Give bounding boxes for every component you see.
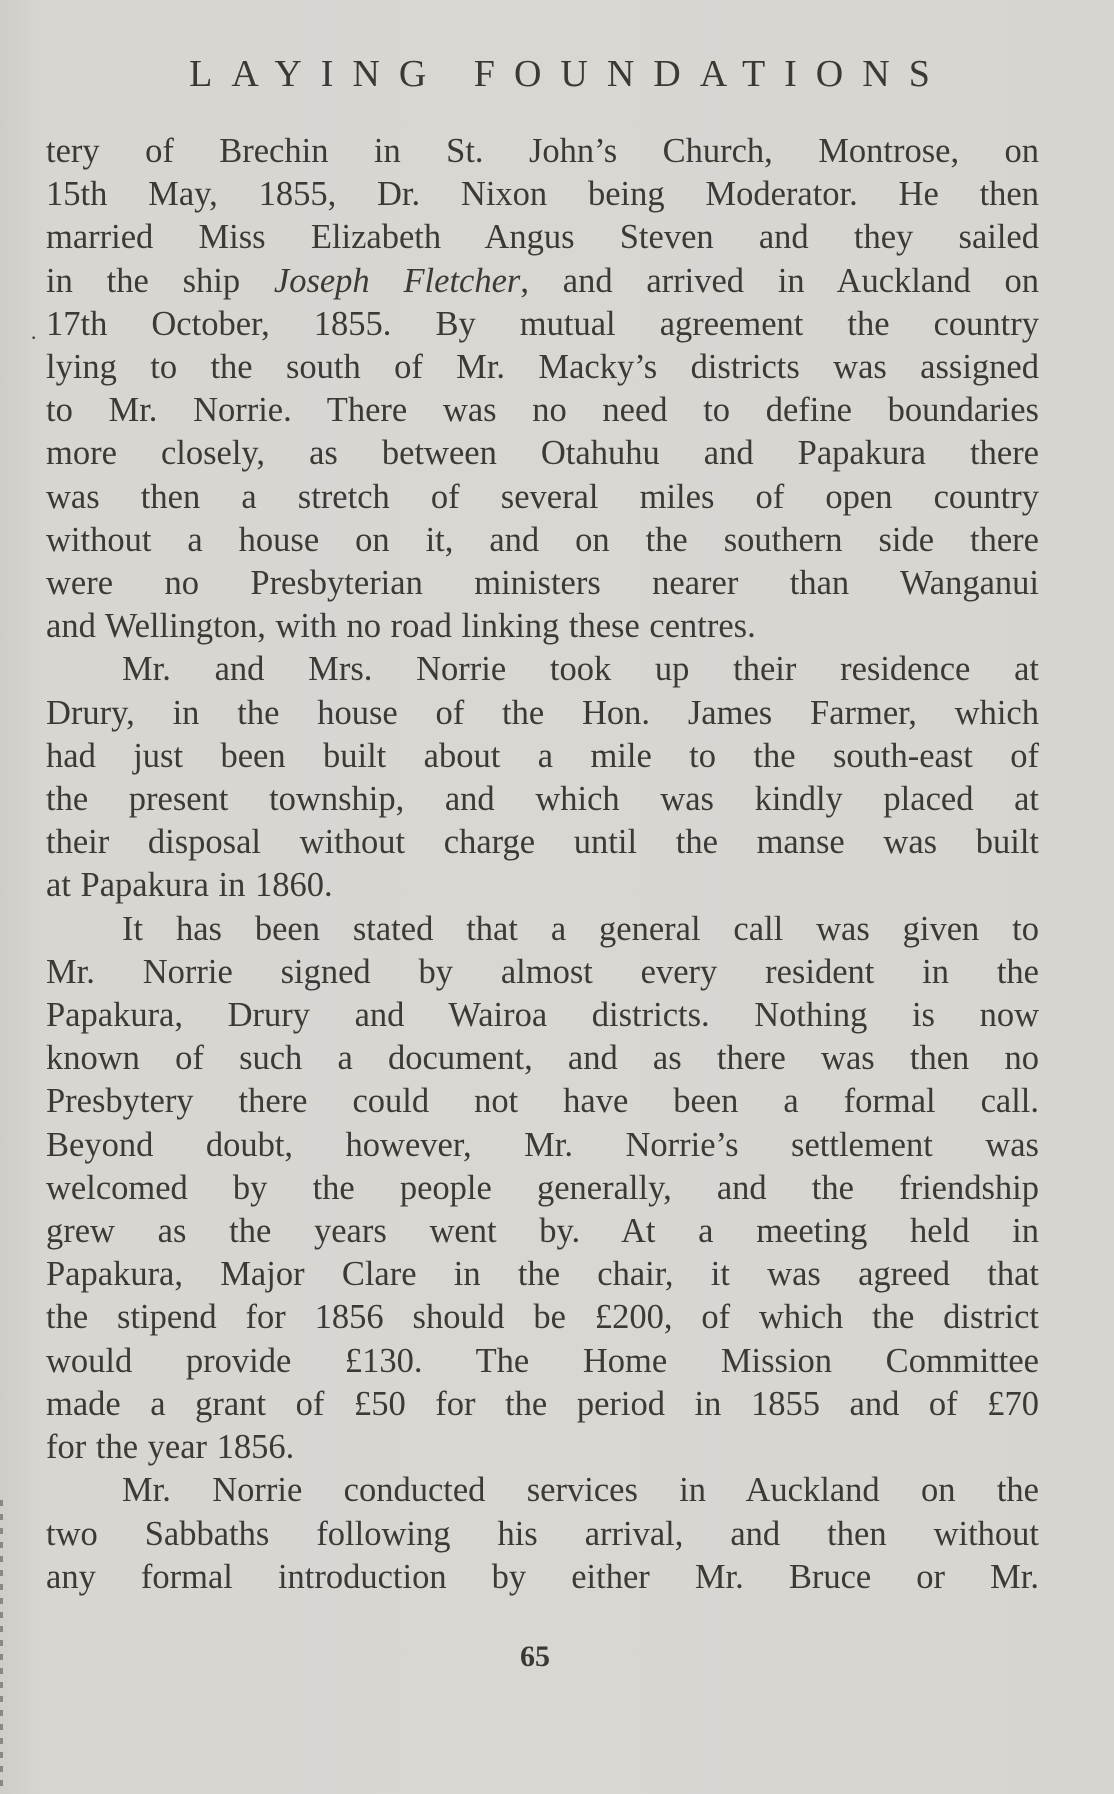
paragraph-4 (46, 1469, 1039, 1599)
ship-name: Joseph Fletcher (273, 261, 521, 300)
text-line (46, 260, 1039, 303)
page-number: 65 (520, 1640, 550, 1673)
text-line: Drury, in the house of the Hon. James Farmer, which (46, 693, 1039, 732)
running-header: LAYING FOUNDATIONS (189, 53, 949, 95)
text-line: without a house on it, and on the southern side there (46, 520, 1039, 559)
text-line: Beyond doubt, however, Mr. Norrie’s settlement was (46, 1125, 1039, 1164)
text-line: more closely, as between Otahuhu and Papakura there (46, 434, 1039, 473)
text-line: their disposal without charge until the manse was built (46, 823, 1039, 862)
text-line: tery of Brechin in St. John’s Church, Montrose, on (46, 132, 1039, 170)
text-line: lying to the south of Mr. Macky’s districts was assigned (46, 348, 1039, 387)
text-line: Presbytery there could not have been a formal call. (46, 1082, 1039, 1121)
text-line: the stipend for 1856 should be £200, of which the district (46, 1298, 1039, 1337)
text-line: two Sabbaths following his arrival, and then without (46, 1514, 1039, 1553)
text-line: at Papakura in 1860. (46, 866, 333, 905)
paragraph-2 (46, 648, 1039, 907)
text-line: Papakura, Drury and Wairoa districts. Nothing is now (46, 996, 1039, 1035)
text-line: welcomed by the people generally, and the friendship (46, 1168, 1039, 1207)
text-line: known of such a document, and as there was then no (46, 1039, 1039, 1078)
text-line: were no Presbyterian ministers nearer than Wanganui (46, 564, 1039, 603)
text-line: had just been built about a mile to the south-east of (46, 736, 1039, 775)
margin-mark: · (30, 325, 38, 350)
text-line: 15th May, 1855, Dr. Nixon being Moderator. He then (46, 175, 1039, 214)
paragraph-1 (46, 130, 1039, 648)
body-text (46, 130, 1039, 1599)
text-line: made a grant of £50 for the period in 1855 and of £70 (46, 1384, 1039, 1423)
text-line: would provide £130. The Home Mission Committee (46, 1341, 1039, 1380)
text-line: married Miss Elizabeth Angus Steven and they sailed (46, 218, 1039, 257)
text-line: It has been stated that a general call was given to (122, 909, 1039, 948)
text-fragment: , and arrived in Auckland on (520, 261, 1039, 300)
text-line: Mr. and Mrs. Norrie took up their residence at (122, 650, 1039, 689)
text-line: Mr. Norrie signed by almost every resident in the (46, 952, 1039, 991)
text-line: the present township, and which was kindly placed at (46, 780, 1039, 819)
text-line: was then a stretch of several miles of open country (46, 477, 1039, 516)
paragraph-3 (46, 908, 1039, 1470)
text-line: to Mr. Norrie. There was no need to define boundaries (46, 391, 1039, 430)
text-line: Mr. Norrie conducted services in Auckland on the (122, 1471, 1039, 1510)
text-line: grew as the years went by. At a meeting held in (46, 1212, 1039, 1251)
text-line: Papakura, Major Clare in the chair, it was agreed that (46, 1255, 1039, 1294)
text-line: any formal introduction by either Mr. Bruce or Mr. (46, 1557, 1039, 1596)
text-line: and Wellington, with no road linking these centres. (46, 607, 756, 646)
text-fragment: in the ship (46, 261, 274, 300)
text-line: for the year 1856. (46, 1428, 295, 1467)
text-line: 17th October, 1855. By mutual agreement the country (46, 304, 1039, 343)
